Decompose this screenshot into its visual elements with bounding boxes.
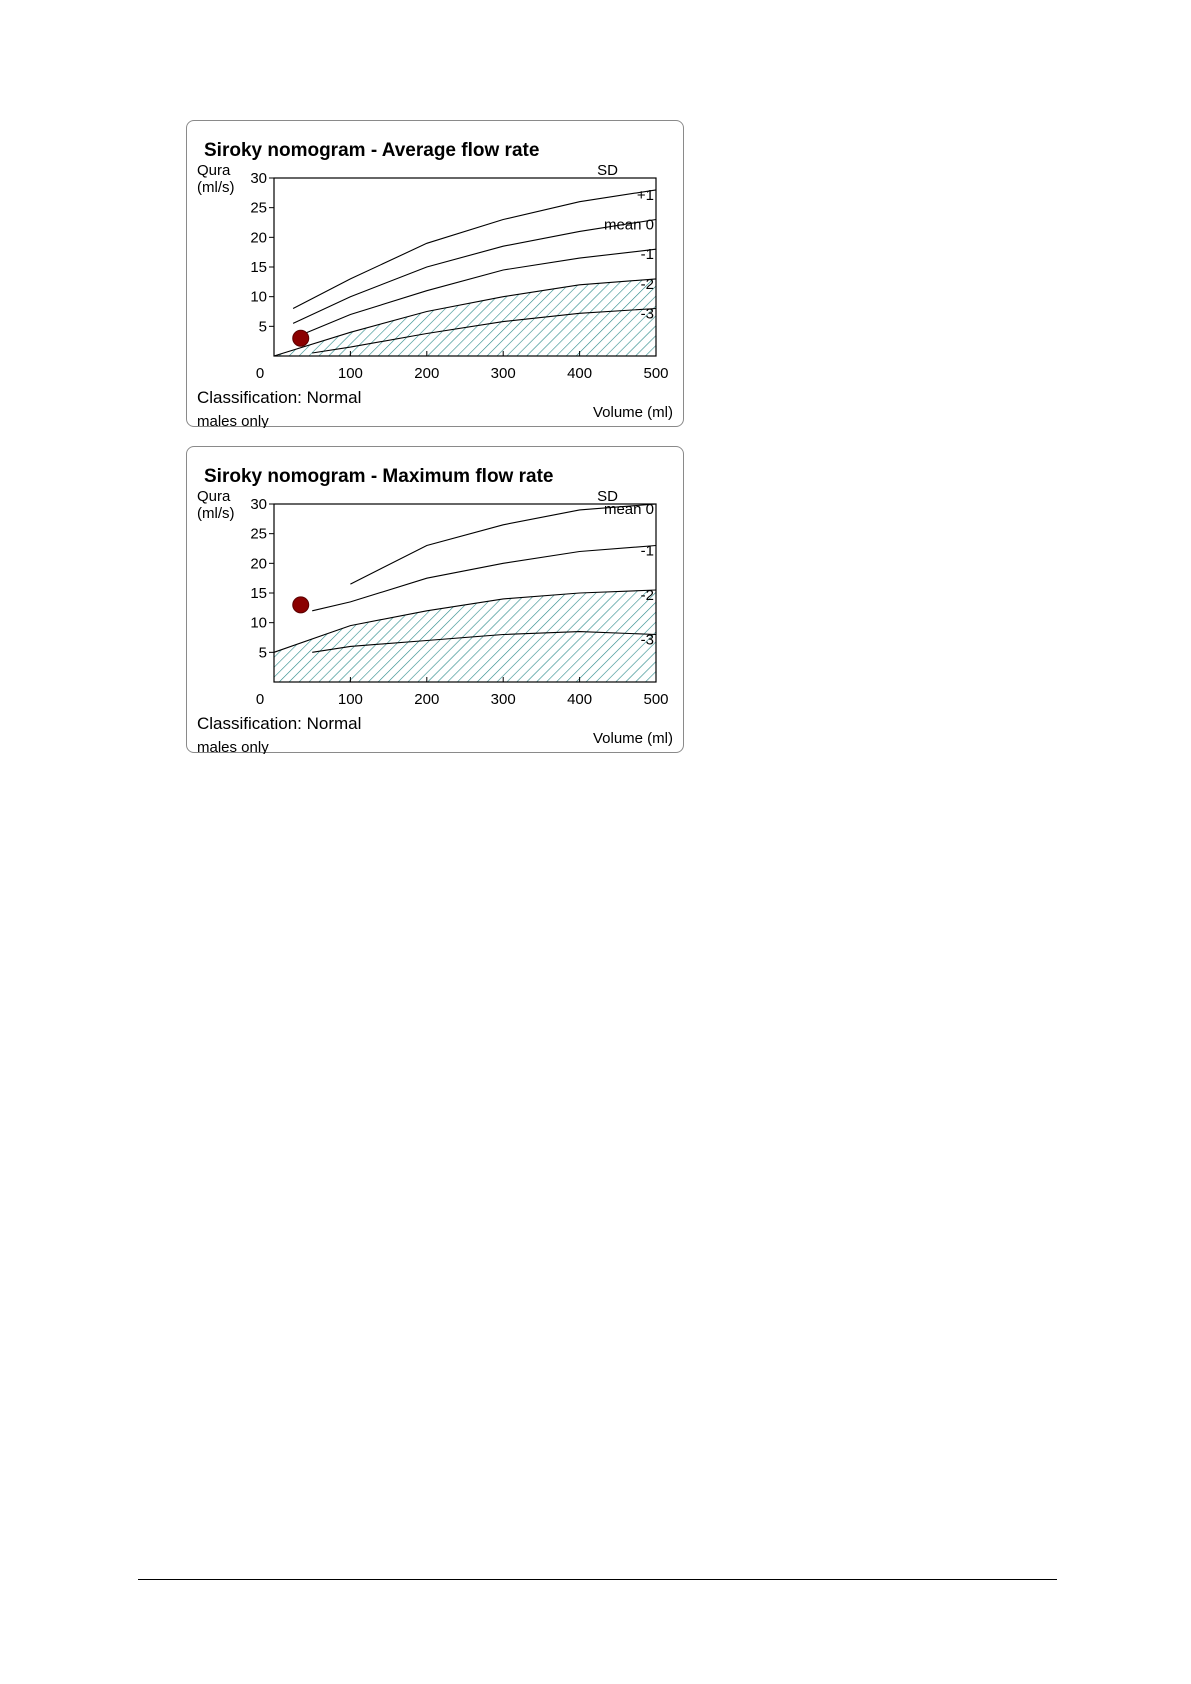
sd-curve-label: -3: [640, 631, 654, 649]
classification-label: Classification: Normal: [197, 714, 362, 733]
sd-curve-label: +1: [636, 186, 654, 204]
maximum-flow-panel: [186, 446, 684, 753]
y-tick-label: 30: [250, 496, 267, 513]
x-tick-label: 400: [567, 691, 593, 708]
sd-header: SD: [597, 488, 618, 505]
y-tick-label: 15: [250, 585, 267, 602]
y-tick-label: 30: [250, 170, 267, 187]
y-tick-label: 20: [250, 555, 267, 573]
x-tick-label: 400: [567, 365, 593, 382]
y-tick-label: 15: [250, 259, 267, 276]
x-axis-label: Volume (ml): [592, 404, 673, 421]
x-tick-label: 300: [490, 365, 516, 382]
y-tick-label: 20: [250, 229, 267, 247]
males-only-note: males only: [197, 739, 269, 754]
shaded-region: [274, 590, 656, 682]
x-tick-label: 0: [255, 365, 265, 382]
sd-curve-label: -3: [640, 305, 654, 323]
classification-label: Classification: Normal: [197, 388, 362, 407]
y-axis-label-line1: Qura: [197, 162, 231, 179]
maximum-flow-chart: [187, 447, 685, 754]
x-axis-label: Volume (ml): [592, 730, 673, 747]
y-tick-label: 5: [258, 644, 267, 662]
y-tick-label: 10: [250, 614, 267, 632]
chart-title: Siroky nomogram - Average flow rate: [204, 140, 540, 161]
x-tick-label: 200: [414, 691, 440, 708]
y-axis-label-line2: (ml/s): [197, 179, 235, 196]
average-flow-panel: [186, 120, 684, 427]
page-footer-rule: [138, 1579, 1057, 1580]
sd-curve-label: mean 0: [603, 501, 654, 518]
x-tick-label: 500: [643, 365, 669, 382]
patient-data-point: [293, 330, 309, 346]
chart-title: Siroky nomogram - Maximum flow rate: [204, 466, 554, 487]
average-flow-chart: [187, 121, 685, 428]
patient-data-point: [293, 597, 309, 613]
y-axis-label-line1: Qura: [197, 488, 231, 505]
sd-header: SD: [597, 162, 618, 179]
males-only-note: males only: [197, 413, 269, 428]
x-tick-label: 100: [337, 691, 363, 708]
x-tick-label: 300: [490, 691, 516, 708]
sd-curve-label: -1: [640, 246, 654, 264]
x-tick-label: 500: [643, 691, 669, 708]
sd-curve-label: mean 0: [603, 216, 654, 234]
shaded-region: [274, 279, 656, 356]
sd-curve-label: -2: [640, 275, 654, 293]
y-tick-label: 10: [250, 288, 267, 306]
x-tick-label: 0: [255, 691, 265, 708]
x-tick-label: 200: [414, 365, 440, 382]
x-tick-label: 100: [337, 365, 363, 382]
sd-curve-label: -2: [640, 587, 654, 605]
y-tick-label: 25: [250, 199, 267, 217]
y-axis-label-line2: (ml/s): [197, 505, 235, 522]
sd-curve-label: -1: [640, 542, 654, 560]
y-tick-label: 5: [258, 318, 267, 336]
y-tick-label: 25: [250, 525, 267, 543]
